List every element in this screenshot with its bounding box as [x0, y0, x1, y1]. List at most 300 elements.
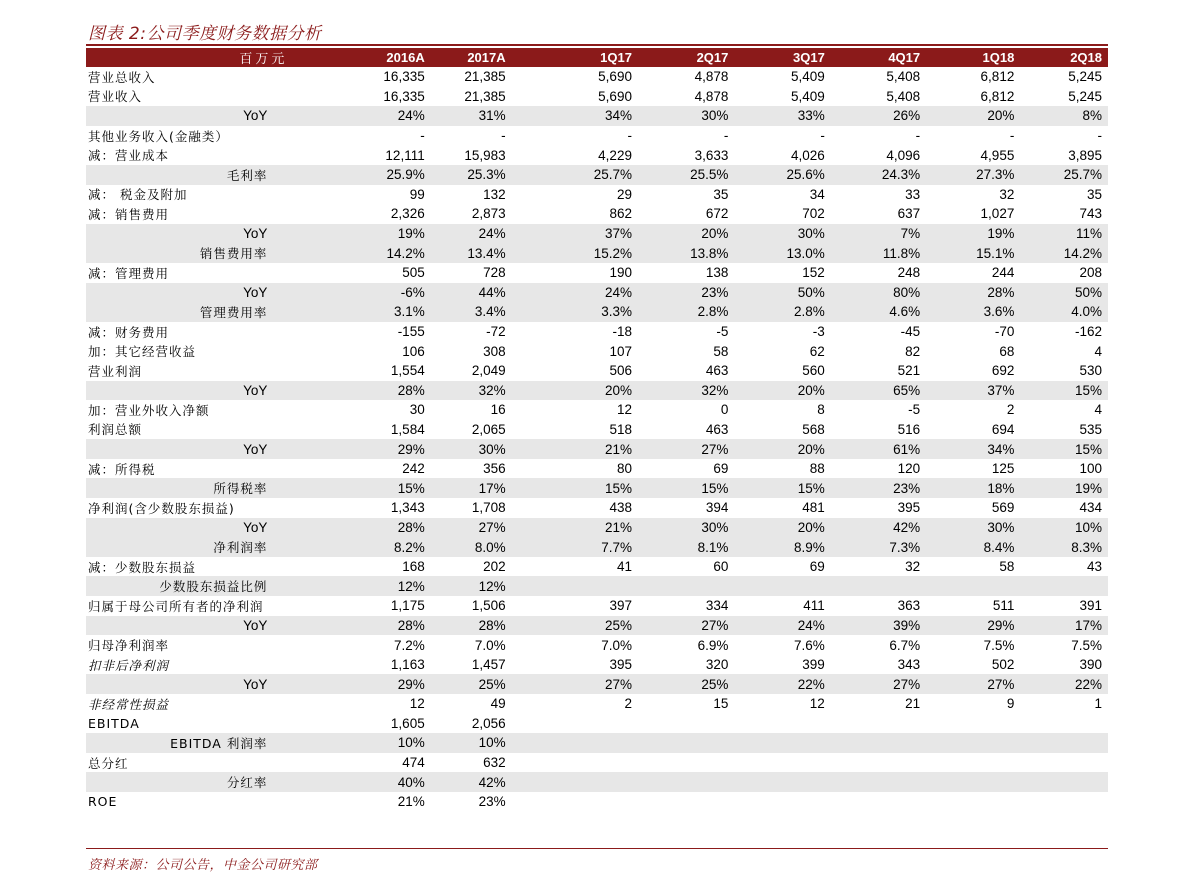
table-row: [86, 381, 1108, 401]
table-cell: [734, 576, 830, 596]
table-cell: 2,056: [471, 715, 506, 731]
table-cell: 30%: [638, 106, 734, 126]
table-cell: 530: [1079, 363, 1102, 379]
table-cell: 8.4%: [926, 537, 1020, 557]
table-cell: 25.6%: [734, 165, 830, 185]
column-gap: [512, 263, 536, 283]
table-cell: 21: [905, 696, 921, 712]
table-cell: 10%: [355, 733, 430, 753]
table-cell: 27%: [536, 674, 638, 694]
row-label: YoY: [86, 106, 355, 126]
header-col-1q17: 1Q17: [536, 48, 638, 67]
table-cell: 5,690: [598, 69, 632, 85]
table-row: [86, 753, 1108, 773]
column-gap: [512, 537, 536, 557]
table-cell: 3,633: [694, 147, 729, 163]
table-cell: -: [1009, 128, 1015, 144]
table-cell: 569: [991, 500, 1015, 516]
table-cell: 637: [897, 206, 921, 222]
table-cell: [536, 714, 638, 734]
column-gap: [512, 185, 536, 205]
table-cell: [926, 792, 1020, 812]
source-rule: [86, 848, 1108, 849]
table-row: [86, 616, 1108, 636]
table-cell: [638, 576, 734, 596]
table-cell: 25.3%: [431, 165, 512, 185]
table-cell: 1,506: [471, 598, 506, 614]
column-gap: [512, 772, 536, 792]
table-cell: 29%: [355, 439, 430, 459]
column-gap: [512, 224, 536, 244]
column-gap: [512, 478, 536, 498]
table-cell: 2,065: [471, 421, 506, 437]
table-cell: [1020, 792, 1108, 812]
table-cell: 4,955: [980, 147, 1015, 163]
table-cell: 27%: [431, 518, 512, 538]
table-cell: 30%: [734, 224, 830, 244]
table-row: [86, 478, 1108, 498]
row-label: 非经常性损益: [88, 696, 170, 712]
table-row: [86, 792, 1108, 812]
table-cell: 58: [713, 343, 729, 359]
column-gap: [512, 596, 536, 616]
table-cell: 4,096: [886, 147, 921, 163]
table-cell: 33%: [734, 106, 830, 126]
table-cell: 107: [609, 343, 632, 359]
table-cell: 17%: [1020, 616, 1108, 636]
table-cell: [926, 733, 1020, 753]
table-cell: 34%: [536, 106, 638, 126]
table-cell: 7.5%: [983, 637, 1015, 653]
column-gap: [512, 616, 536, 636]
table-row: [86, 400, 1108, 420]
row-label: YoY: [86, 224, 355, 244]
table-cell: 28%: [355, 518, 430, 538]
table-cell: 25%: [536, 616, 638, 636]
table-cell: 49: [490, 696, 506, 712]
table-cell: 743: [1079, 206, 1102, 222]
table-cell: -: [501, 128, 506, 144]
table-cell: 24%: [536, 283, 638, 303]
table-cell: 356: [483, 461, 506, 477]
header-col-2016a: 2016A: [355, 48, 430, 67]
table-cell: 2,049: [471, 363, 506, 379]
table-cell: 535: [1079, 421, 1102, 437]
table-cell: 27%: [926, 674, 1020, 694]
table-cell: 8.3%: [1020, 537, 1108, 557]
table-row: [86, 341, 1108, 361]
table-row: [86, 557, 1108, 577]
table-cell: 69: [809, 559, 825, 575]
table-row: [86, 635, 1108, 655]
table-cell: 31%: [431, 106, 512, 126]
table-cell: 7.0%: [601, 637, 632, 653]
table-cell: -3: [812, 324, 825, 340]
table-cell: 5,409: [791, 69, 825, 85]
row-label: 扣非后净利润: [88, 657, 170, 673]
table-cell: 24%: [355, 106, 430, 126]
table-row: [86, 224, 1108, 244]
table-cell: 15.1%: [926, 243, 1020, 263]
table-cell: 32: [905, 559, 921, 575]
table-cell: -162: [1074, 324, 1102, 340]
table-cell: 397: [609, 598, 632, 614]
table-cell: [638, 714, 734, 734]
header-col-3q17: 3Q17: [734, 48, 830, 67]
table-cell: 25.7%: [536, 165, 638, 185]
row-label: 少数股东损益比例: [86, 576, 355, 596]
column-gap: [512, 714, 536, 734]
table-cell: 248: [897, 265, 921, 281]
table-cell: 395: [897, 500, 921, 516]
table-cell: 39%: [831, 616, 926, 636]
table-cell: -6%: [355, 283, 430, 303]
table-cell: [831, 714, 926, 734]
table-cell: 4,026: [791, 147, 825, 163]
row-label: 加：营业外收入净额: [88, 402, 210, 418]
table-cell: 5,409: [791, 88, 825, 104]
column-gap: [512, 576, 536, 596]
table-cell: 28%: [355, 616, 430, 636]
table-cell: 702: [802, 206, 825, 222]
column-gap: [512, 635, 536, 655]
column-gap: [512, 87, 536, 107]
table-cell: 50%: [1020, 283, 1108, 303]
table-cell: 7.6%: [794, 637, 825, 653]
table-cell: -5: [716, 324, 729, 340]
table-cell: 82: [905, 343, 921, 359]
table-cell: 8: [817, 402, 825, 418]
table-cell: 32%: [431, 381, 512, 401]
table-row: [86, 243, 1108, 263]
table-row: [86, 361, 1108, 381]
table-cell: [734, 714, 830, 734]
row-label: 总分红: [88, 755, 129, 771]
table-cell: 6,812: [980, 69, 1015, 85]
table-row: [86, 106, 1108, 126]
row-label: 减：少数股东损益: [88, 559, 197, 575]
table-cell: 438: [609, 500, 632, 516]
table-cell: 8%: [1020, 106, 1108, 126]
column-gap: [512, 655, 536, 675]
table-cell: 23%: [478, 794, 506, 810]
table-cell: [831, 792, 926, 812]
table-cell: 4.6%: [831, 302, 926, 322]
table-cell: 0: [720, 402, 729, 418]
table-cell: 12%: [431, 576, 512, 596]
table-cell: 5,245: [1068, 88, 1102, 104]
table-cell: [1020, 576, 1108, 596]
row-label: 其他业务收入(金融类）: [88, 128, 229, 144]
table-cell: [831, 772, 926, 792]
table-cell: -: [1097, 128, 1102, 144]
table-row: [86, 322, 1108, 342]
table-cell: 1,175: [390, 598, 425, 614]
table-cell: 343: [897, 657, 921, 673]
table-cell: 15%: [536, 478, 638, 498]
column-gap: [512, 753, 536, 773]
table-cell: -: [820, 128, 825, 144]
table-cell: [734, 733, 830, 753]
table-cell: 12: [809, 696, 825, 712]
table-cell: 11%: [1020, 224, 1108, 244]
table-row: [86, 576, 1108, 596]
table-cell: 42%: [431, 772, 512, 792]
table-row: [86, 185, 1108, 205]
table-row: [86, 165, 1108, 185]
table-cell: 672: [705, 206, 729, 222]
column-gap: [512, 204, 536, 224]
column-gap: [512, 302, 536, 322]
column-gap: [512, 400, 536, 420]
table-cell: -: [420, 128, 425, 144]
table-row: [86, 439, 1108, 459]
table-cell: [831, 753, 926, 773]
table-cell: 20%: [926, 106, 1020, 126]
table-cell: 27%: [638, 439, 734, 459]
table-cell: 2: [1006, 402, 1015, 418]
row-label: YoY: [86, 518, 355, 538]
table-cell: 61%: [831, 439, 926, 459]
table-cell: 23%: [638, 283, 734, 303]
table-cell: 244: [991, 265, 1015, 281]
table-cell: 17%: [431, 478, 512, 498]
table-cell: 8.2%: [355, 537, 430, 557]
table-cell: 12: [409, 696, 425, 712]
row-label: 销售费用率: [86, 243, 355, 263]
table-cell: 25.5%: [638, 165, 734, 185]
table-cell: 395: [609, 657, 632, 673]
table-cell: 6.9%: [697, 637, 729, 653]
table-cell: 1: [1094, 696, 1102, 712]
table-cell: [536, 792, 638, 812]
table-cell: 43: [1086, 559, 1102, 575]
column-gap: [512, 106, 536, 126]
table-cell: 1,605: [390, 715, 425, 731]
table-cell: 518: [609, 421, 632, 437]
table-cell: 58: [999, 559, 1015, 575]
figure-title: 图表 2:公司季度财务数据分析: [88, 24, 322, 44]
table-cell: 40%: [355, 772, 430, 792]
table-row: [86, 459, 1108, 479]
table-cell: [638, 772, 734, 792]
table-cell: 50%: [734, 283, 830, 303]
row-label: 加：其它经营收益: [88, 344, 197, 360]
row-label: 归属于母公司所有者的净利润: [88, 598, 264, 614]
table-cell: 62: [809, 343, 825, 359]
table-cell: [926, 753, 1020, 773]
table-cell: 32: [999, 186, 1015, 202]
table-cell: 20%: [638, 224, 734, 244]
column-gap: [512, 420, 536, 440]
column-gap: [512, 498, 536, 518]
table-cell: 4,878: [694, 69, 729, 85]
header-col-4q17: 4Q17: [831, 48, 926, 67]
table-cell: [831, 576, 926, 596]
table-cell: 15%: [1020, 381, 1108, 401]
table-cell: 28%: [431, 616, 512, 636]
table-cell: 15: [713, 696, 729, 712]
table-row: [86, 674, 1108, 694]
row-label: 分红率: [86, 772, 355, 792]
row-label: 所得税率: [86, 478, 355, 498]
table-row: [86, 126, 1108, 146]
table-cell: 88: [809, 461, 825, 477]
row-label: 减：销售费用: [88, 206, 170, 222]
table-row: [86, 145, 1108, 165]
row-label: 减：营业成本: [88, 148, 170, 164]
table-row: [86, 772, 1108, 792]
table-cell: 99: [409, 186, 425, 202]
table-cell: [638, 792, 734, 812]
table-cell: 18%: [926, 478, 1020, 498]
column-gap: [512, 439, 536, 459]
table-row: [86, 537, 1108, 557]
table-cell: 394: [705, 500, 729, 516]
table-cell: [926, 714, 1020, 734]
source-note: 资料来源：公司公告，中金公司研究部: [88, 858, 318, 873]
table-cell: 16: [490, 402, 506, 418]
column-gap: [512, 145, 536, 165]
table-cell: 19%: [355, 224, 430, 244]
table-cell: 68: [999, 343, 1015, 359]
row-label: 减：管理费用: [88, 265, 170, 281]
table-cell: 34: [809, 186, 825, 202]
column-gap: [512, 322, 536, 342]
column-gap: [512, 165, 536, 185]
table-cell: 35: [1086, 186, 1102, 202]
table-cell: 6,812: [980, 88, 1015, 104]
table-cell: 15,983: [464, 147, 506, 163]
table-cell: 8.9%: [734, 537, 830, 557]
table-cell: 25.7%: [1020, 165, 1108, 185]
column-gap: [512, 459, 536, 479]
table-cell: [536, 753, 638, 773]
table-row: [86, 518, 1108, 538]
table-cell: 120: [897, 461, 921, 477]
table-cell: 8.0%: [431, 537, 512, 557]
table-cell: -: [627, 128, 632, 144]
table-cell: 4,229: [598, 147, 632, 163]
column-gap: [512, 792, 536, 812]
table-cell: 506: [609, 363, 632, 379]
table-cell: 8.1%: [638, 537, 734, 557]
column-gap: [512, 67, 536, 87]
table-cell: 21%: [536, 518, 638, 538]
table-cell: [1020, 772, 1108, 792]
table-cell: 2.8%: [734, 302, 830, 322]
row-label: 营业总收入: [88, 69, 156, 85]
table-cell: 44%: [431, 283, 512, 303]
table-cell: 1,584: [390, 421, 425, 437]
table-cell: 190: [609, 265, 632, 281]
table-cell: -: [915, 128, 921, 144]
table-cell: [536, 576, 638, 596]
header-col-2q18: 2Q18: [1020, 48, 1108, 67]
table-cell: 320: [705, 657, 729, 673]
table-row: [86, 694, 1108, 714]
table-cell: 434: [1079, 500, 1102, 516]
table-cell: 7%: [831, 224, 926, 244]
table-row: [86, 714, 1108, 734]
table-body: [86, 67, 1108, 812]
column-gap: [512, 243, 536, 263]
table-cell: 632: [483, 755, 506, 771]
table-cell: 242: [402, 461, 425, 477]
table-cell: 308: [483, 343, 506, 359]
table-cell: 27%: [831, 674, 926, 694]
table-cell: 3.1%: [355, 302, 430, 322]
table-cell: 10%: [1020, 518, 1108, 538]
financial-table: [86, 48, 1108, 812]
row-label: 减： 税金及附加: [88, 187, 188, 203]
table-cell: 560: [802, 363, 825, 379]
table-cell: 24%: [431, 224, 512, 244]
table-cell: 12%: [355, 576, 430, 596]
table-cell: -72: [486, 324, 506, 340]
table-cell: 7.2%: [393, 637, 425, 653]
table-cell: 33: [905, 186, 921, 202]
row-label: 营业利润: [88, 363, 143, 379]
table-row: [86, 302, 1108, 322]
table-cell: 25%: [638, 674, 734, 694]
column-gap: [512, 518, 536, 538]
table-cell: 334: [705, 598, 729, 614]
table-cell: -155: [397, 324, 425, 340]
table-cell: 29%: [355, 674, 430, 694]
table-cell: 21%: [397, 794, 425, 810]
table-cell: [734, 772, 830, 792]
table-cell: 2,326: [390, 206, 425, 222]
table-cell: 363: [897, 598, 921, 614]
table-cell: 13.0%: [734, 243, 830, 263]
column-gap: [512, 557, 536, 577]
table-cell: 132: [483, 186, 506, 202]
table-cell: [536, 733, 638, 753]
table-cell: 27.3%: [926, 165, 1020, 185]
table-cell: 138: [705, 265, 729, 281]
header-col-2017a: 2017A: [431, 48, 512, 67]
table-row: [86, 498, 1108, 518]
table-cell: 32%: [638, 381, 734, 401]
table-cell: 728: [483, 265, 506, 281]
row-label: 减：所得税: [88, 461, 156, 477]
table-cell: 22%: [734, 674, 830, 694]
table-cell: 26%: [831, 106, 926, 126]
table-cell: 11.8%: [831, 243, 926, 263]
table-cell: 6.7%: [889, 637, 921, 653]
table-cell: 20%: [734, 439, 830, 459]
table-cell: 30: [409, 402, 425, 418]
row-label: YoY: [86, 283, 355, 303]
table-cell: 862: [609, 206, 632, 222]
row-label: 净利润(含少数股东损益): [88, 500, 235, 516]
table-cell: 4.0%: [1020, 302, 1108, 322]
header-col-1q18: 1Q18: [926, 48, 1020, 67]
table-cell: [926, 772, 1020, 792]
table-cell: 37%: [926, 381, 1020, 401]
table-cell: 4,878: [694, 88, 729, 104]
table-cell: 694: [991, 421, 1015, 437]
table-cell: 29%: [926, 616, 1020, 636]
table-cell: 505: [402, 265, 425, 281]
table-row: [86, 733, 1108, 753]
table-header: [86, 48, 1108, 67]
table-cell: 14.2%: [355, 243, 430, 263]
table-cell: 3.4%: [431, 302, 512, 322]
table-cell: 568: [802, 421, 825, 437]
table-cell: 12: [616, 402, 632, 418]
